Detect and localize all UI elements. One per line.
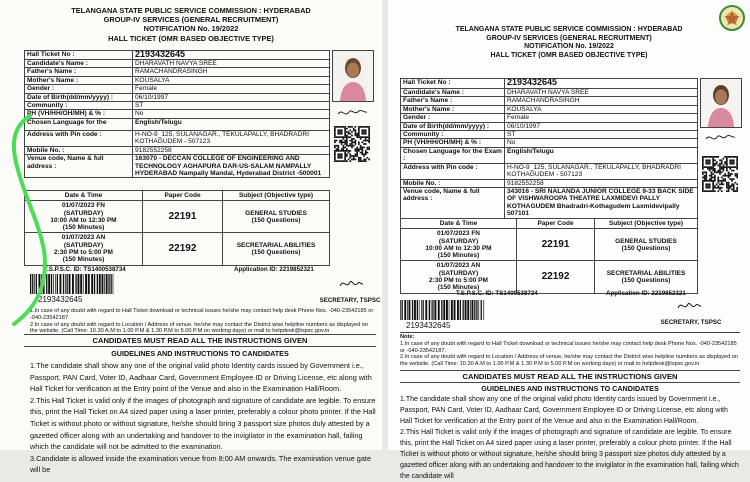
barcode-number: 2193432645 (38, 295, 83, 304)
field-label: Venue code, Name & full address : (401, 188, 505, 219)
barcode-bar (80, 274, 82, 294)
instructions-list (30, 360, 376, 476)
barcode-bar (402, 300, 403, 320)
barcode-bar (400, 300, 401, 320)
exam-row (25, 233, 330, 265)
barcode-bar (404, 300, 406, 320)
barcode-bar (476, 300, 477, 320)
candidate-details-table (400, 78, 698, 219)
barcode-bar (46, 274, 47, 294)
hall-ticket-title: HALL TICKET (OMR BASED OBJECTIVE TYPE) (108, 33, 274, 43)
field-label: Date of Birth(dd/mm/yyyy) : (401, 122, 505, 130)
mother-name: KOUSALYA (505, 105, 698, 113)
note-label: Note: (400, 334, 415, 340)
field-label: Community : (25, 102, 133, 110)
tspsc-logo (718, 4, 746, 32)
barcode-bar (53, 274, 54, 294)
exam-schedule-table (400, 218, 698, 294)
barcode-bar (55, 274, 56, 294)
field-label: Hall Ticket No : (25, 51, 133, 60)
mother-name: KOUSALYA (133, 76, 330, 84)
barcode-bar (483, 300, 484, 320)
barcode-bar (32, 274, 33, 294)
barcode-bar (470, 300, 471, 320)
barcode-bar (106, 274, 108, 294)
barcode-bar (438, 300, 440, 320)
instruction-item: 1.The candidate shall show any one of the original valid photo Identity cards issued by Government i.e., Passport, PAN Card, Voter ID, Aadhaar Card, Government Employee ID or Driving License, etc along with Hall Ticket for verification at the Entry point of the Venue and also in the Examination Hall/Room. (30, 361, 372, 394)
exam-date: 01/07/2023 AN (436, 262, 481, 270)
barcode-bar (414, 300, 416, 320)
instructions-banner: CANDIDATES MUST READ ALL THE INSTRUCTIONS GIVEN (400, 370, 740, 383)
exam-schedule-table (24, 190, 330, 266)
paper-code-header: Paper Code (143, 191, 223, 201)
instruction-item: 2.This Hall Ticket is valid only if the images of photograph and signature of candidate are legible. To ensure this, print the Hall Ticket on A4 sized paper using a laser printer, preferably a colour photo printer. If the Hall Ticket is without photo or without signature, he/she should bring 3 passport size photos duly attested by a gazetted officer along with an undertaking and handover to the invigilator in the examination hall, failing which the candidate will not be admitted to the examination. (30, 395, 376, 452)
barcode-bar (463, 300, 464, 320)
candidate-photo (332, 50, 374, 102)
field-label: Mobile No. : (25, 146, 133, 154)
field-label: Candidate's Name : (25, 60, 133, 68)
exam-day: (SATURDAY) (438, 269, 479, 277)
field-label: Chosen Language for the (25, 118, 133, 130)
field-label: Mother's Name : (401, 105, 505, 113)
exam-duration: (150 Minutes) (437, 252, 480, 260)
note-item: 1.In case of any doubt with regard to Hall Ticket download or technical issues he/she may contact help desk Phone Nos. -040-23542185 or -040-23542187. (30, 308, 374, 321)
gender: Female (505, 114, 698, 122)
barcode-number: 2193432645 (406, 321, 451, 330)
exam-subject: SECRETARIAL ABILITIES (236, 241, 316, 249)
field-label: Venue code, Name & full address : (25, 155, 133, 178)
chosen-language: English/Telugu (505, 147, 698, 163)
exam-time: 2:30 PM to 5:00 PM (54, 249, 113, 257)
qr-code (702, 156, 738, 192)
barcode-bar (472, 300, 474, 320)
father-name: RAMACHANDRASINGH (133, 68, 330, 76)
barcode-bar (99, 274, 101, 294)
barcode-bar (97, 274, 98, 294)
candidate-signature (700, 128, 740, 146)
community: ST (133, 102, 330, 110)
candidate-name: DHARAVATH NAVYA SREE (505, 89, 698, 97)
mobile-number: 9182552258 (505, 179, 698, 187)
address: H-NO-9_125, SULANAGAR., TEKULAPALLY, BHADRADRI KOTHAGUDEM - 507123 (505, 163, 698, 179)
paper-code: 22192 (517, 261, 595, 293)
exam-day: (SATURDAY) (63, 209, 104, 217)
guidelines-title: GUIDELINES AND INSTRUCTIONS TO CANDIDATES (111, 349, 289, 358)
paper-code: 22192 (143, 233, 223, 265)
secretary-label: SECRETARY, TSPSC (660, 319, 722, 326)
instruction-item: 2.This Hall Ticket is valid only if the images of photograph and signature of candidate are legible. To ensure this, print the Hall Ticket on A4 sized paper using a laser printer, preferably a colour photo printer. If the Hall Ticket is without photo or without signature, he/she should bring 3 passport size photos duly attested by a gazetted officer along with an undertaking and handover to the invigilator in the examination hall, failing which the candidate will (400, 429, 739, 480)
paper-code: 22191 (517, 229, 595, 261)
father-name: RAMACHANDRASINGH (505, 97, 698, 105)
secretary-signature (664, 298, 714, 316)
field-label: Candidate's Name : (401, 89, 505, 97)
candidate-signature (332, 102, 372, 122)
date-time-header: Date & Time (401, 219, 517, 229)
note-item: 1.In case of any doubt with regard to Hall Ticket download or technical issues he/she may contact help desk Phone Nos. -040-23542185 or -040-23542187. (400, 340, 737, 354)
barcode-bar (449, 300, 450, 320)
field-label: Father's Name : (401, 97, 505, 105)
barcode-bar (65, 274, 66, 294)
date-time-header: Date & Time (25, 191, 143, 201)
barcode-bar (429, 300, 430, 320)
barcode-bar (441, 300, 442, 320)
barcode-bar (75, 274, 76, 294)
exam-time: 10:00 AM to 12:30 PM (425, 244, 492, 252)
note-item: 2.In case of any doubt with regard to Location / Address of venue, he/she may contact the District wise helpline numbers as displayed on the website. (Call Time: 10.30 A.M to 1.00 P.M & 1.30 P.M to 5.00 P.M on working days) or mail to helpdesk@tspsc.gov.in (400, 354, 738, 368)
barcode-bar (72, 274, 74, 294)
venue-address: 343016 - SRI NALANDA JUNIOR COLLEGE 9-33 BACK SIDE OF VISHWAROOPA THEATRE LAXMIDEVI PALLY KOTHAGUDEM Bhadradri-Kothagudem Laxmidevipally 507101 (505, 188, 698, 219)
barcode (30, 274, 116, 294)
field-label: Chosen Language for the Exam : (401, 147, 505, 163)
hall-ticket-number: 2193432645 (505, 79, 698, 89)
barcode-bar (83, 274, 84, 294)
exam-duration: (150 Minutes) (62, 256, 105, 264)
barcode-bar (425, 300, 427, 320)
tspsc-id: T.S.P.S.C. ID: TS1400538734 (456, 290, 538, 297)
hall-ticket-scan-right (388, 0, 750, 480)
barcode-bar (88, 274, 90, 294)
date-of-birth: 06/10/1997 (133, 93, 330, 101)
barcode-bar (67, 274, 68, 294)
barcode-bar (419, 300, 420, 320)
notification-number: NOTIFICATION No. 19/2022 (524, 43, 614, 51)
secretary-label: SECRETARY, TSPSC (319, 297, 381, 304)
barcode-bar (30, 274, 31, 294)
barcode-bar (102, 274, 104, 294)
barcode-bar (460, 300, 461, 320)
exam-date: 01/07/2023 AN (61, 234, 106, 242)
barcode-bar (443, 300, 445, 320)
barcode-bar (432, 300, 433, 320)
barcode-bar (111, 274, 112, 294)
commission-title: TELANGANA STATE PUBLIC SERVICE COMMISSION : HYDERABAD (71, 6, 311, 15)
barcode-bar (478, 300, 479, 320)
barcode-bar (60, 274, 62, 294)
secretary-signature (326, 276, 376, 294)
question-count: (150 Questions) (251, 249, 301, 257)
exam-duration: (150 Minutes) (62, 224, 105, 232)
field-label: Gender : (25, 85, 133, 93)
exam-time: 10:00 AM to 12:30 PM (50, 216, 117, 224)
venue-address: 163070 - DECCAN COLLEGE OF ENGINEERING AND TECHNOLOGY AGHAPURA DAR-US-SALAM NAMPALLY HYDERABAD Nampally Mandal, Hyderabad District -500001 (133, 155, 330, 178)
exam-time: 2:30 PM to 5:00 PM (429, 277, 488, 285)
ph-status: No (133, 110, 330, 118)
barcode-bar (474, 300, 475, 320)
exam-row (401, 229, 698, 261)
field-label: Address with Pin code : (25, 130, 133, 146)
chosen-language: English/Telugu (133, 118, 330, 130)
subject-header: Subject (Objective type) (223, 191, 330, 201)
candidate-details-table (24, 50, 330, 178)
exam-row (401, 261, 698, 293)
barcode-bar (421, 300, 422, 320)
barcode-bar (34, 274, 35, 294)
barcode-bar (451, 300, 453, 320)
gender: Female (133, 85, 330, 93)
barcode-bar (48, 274, 50, 294)
candidate-name: DHARAVATH NAVYA SREE (133, 60, 330, 68)
barcode-bar (94, 274, 95, 294)
field-label: PH (VH/HH/OH/MH) & % : (25, 110, 133, 118)
question-count: (150 Questions) (621, 244, 671, 252)
application-id: Application ID: 2219852321 (234, 266, 314, 273)
exam-subject: GENERAL STUDIES (245, 209, 307, 217)
barcode-bar (446, 300, 448, 320)
barcode-bar (423, 300, 424, 320)
barcode-bar (454, 300, 456, 320)
paper-code-header: Paper Code (517, 219, 595, 229)
tspsc-id: T.S.P.S.C. ID: TS1400538734 (44, 266, 126, 273)
notes (400, 332, 740, 368)
barcode-bar (63, 274, 64, 294)
barcode-bar (104, 274, 105, 294)
hall-ticket-title: HALL TICKET (OMR BASED OBJECTIVE TYPE) (490, 51, 648, 59)
barcode-bar (412, 300, 413, 320)
exam-row (25, 201, 330, 233)
exam-day: (SATURDAY) (438, 237, 479, 245)
hall-ticket-number: 2193432645 (133, 51, 330, 60)
exam-subject: SECRETARIAL ABILITIES (606, 269, 686, 277)
instruction-item: 3.Candidate is allowed inside the examination venue from 8:00 AM onwards. The examination venue gate will be (30, 453, 372, 475)
barcode-bar (431, 300, 432, 320)
exam-subject: GENERAL STUDIES (615, 237, 677, 245)
barcode-bar (113, 274, 114, 294)
community: ST (505, 131, 698, 139)
paper-code: 22191 (143, 201, 223, 233)
note-item: 2.In case of any doubt with regard to Location / Address of venue, he/she may contact the District wise helpline numbers as displayed on the website. (Call Time: 10.30 A.M to 1.00 P.M & 1.30 P.M to 5.00 P.M on working days) or mail to helpdesk@tspsc.gov.in (30, 321, 368, 335)
barcode-bar (407, 300, 408, 320)
ph-status: No (505, 139, 698, 147)
field-label: Gender : (401, 114, 505, 122)
barcode-bar (39, 274, 41, 294)
exam-date: 01/07/2023 FN (61, 202, 105, 210)
services-title: GROUP-IV SERVICES (GENERAL RECRUITMENT) (486, 34, 652, 42)
instruction-item: 1.The candidate shall show any one of the original valid photo Identity cards issued by Government i.e., Passport, PAN Card, Voter ID, Aadhaar Card, Government Employee ID or Driving License, etc along with Hall Ticket for verification at the Entry point of the Venue and also in the Examination Hall/Room. (400, 396, 728, 425)
exam-day: (SATURDAY) (63, 241, 104, 249)
barcode-bar (43, 274, 45, 294)
field-label: Hall Ticket No : (401, 79, 505, 89)
barcode-bar (51, 274, 52, 294)
ticket-header (0, 0, 382, 43)
barcode-bar (78, 274, 80, 294)
candidate-photo (700, 78, 742, 128)
field-label: Date of Birth(dd/mm/yyyy) : (25, 93, 133, 101)
barcode-bar (57, 274, 58, 294)
barcode-bar (69, 274, 71, 294)
ticket-header (388, 0, 750, 60)
exam-date: 01/07/2023 FN (436, 230, 480, 238)
field-label: Community : (401, 131, 505, 139)
barcode-bar (108, 274, 109, 294)
barcode-bar (467, 300, 469, 320)
date-of-birth: 06/10/1997 (505, 122, 698, 130)
barcode-bar (91, 274, 93, 294)
qr-code (334, 126, 370, 162)
field-label: Mobile No. : (401, 179, 505, 187)
field-label: Address with Pin code : (401, 163, 505, 179)
field-label: Mother's Name : (25, 76, 133, 84)
address: H-NO-9_125, SULANAGAR., TEKULAPALLY, BHADRADRI KOTHAGUDEM - 507123 (133, 130, 330, 146)
instructions-banner: CANDIDATES MUST READ ALL THE INSTRUCTIONS GIVEN (24, 334, 376, 347)
application-id: Application ID: 2219852321 (606, 290, 686, 297)
field-label: Father's Name : (25, 68, 133, 76)
notes (30, 308, 376, 335)
mobile-number: 9182552258 (133, 146, 330, 154)
subject-header: Subject (Objective type) (595, 219, 698, 229)
barcode-bar (36, 274, 37, 294)
barcode-bar (409, 300, 411, 320)
commission-title: TELANGANA STATE PUBLIC SERVICE COMMISSION : HYDERABAD (455, 26, 683, 33)
instructions-list (400, 394, 740, 482)
guidelines-title: GUIDELINES AND INSTRUCTIONS TO CANDIDATES (481, 384, 659, 393)
barcode-bar (85, 274, 87, 294)
exam-duration: (150 Minutes) (437, 284, 480, 292)
barcode-bar (41, 274, 42, 294)
question-count: (150 Questions) (251, 216, 301, 224)
field-label: PH (VH/HH/OH/MH) & % : (401, 139, 505, 147)
barcode-bar (457, 300, 459, 320)
barcode-bar (434, 300, 436, 320)
barcode-bar (417, 300, 418, 320)
question-count: (150 Questions) (621, 277, 671, 285)
services-title: GROUP-IV SERVICES (GENERAL RECRUITMENT) (103, 15, 279, 25)
notification-number: NOTIFICATION No. 19/2022 (143, 24, 239, 34)
barcode-bar (465, 300, 467, 320)
barcode (400, 300, 486, 320)
barcode-bar (481, 300, 482, 320)
